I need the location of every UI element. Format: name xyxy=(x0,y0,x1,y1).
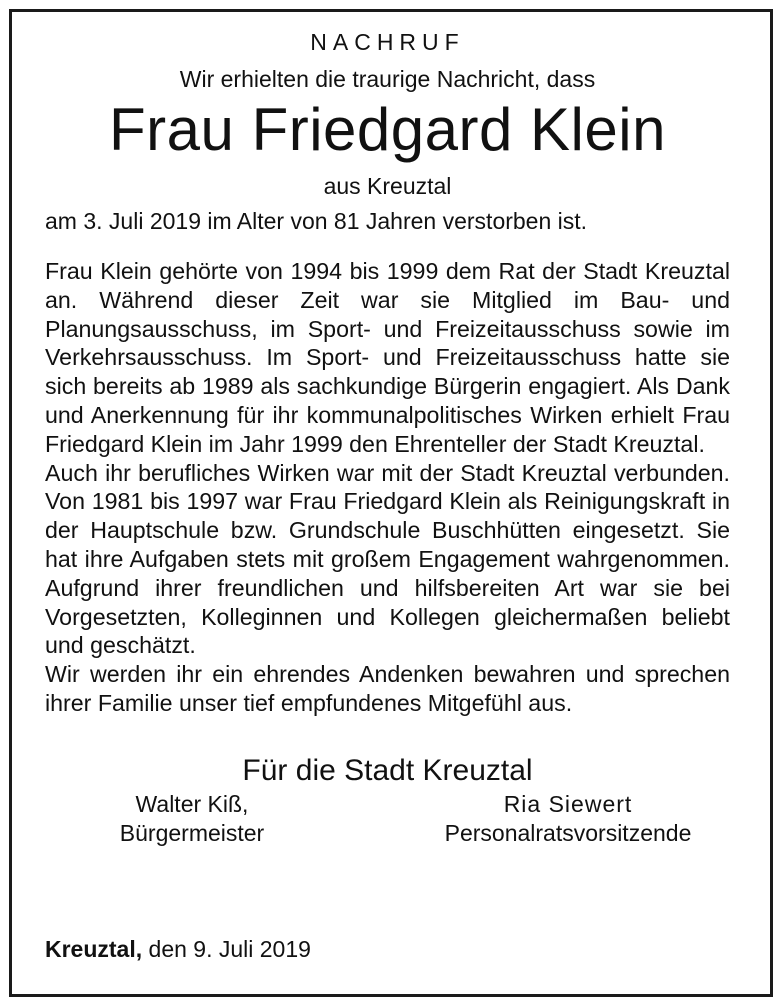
deceased-name: Frau Friedgard Klein xyxy=(109,96,666,163)
signer-mayor xyxy=(57,790,327,848)
dateline-date: den 9. Juli 2019 xyxy=(148,936,311,962)
signer-role: Bürgermeister xyxy=(119,819,265,846)
signers xyxy=(45,790,730,848)
dateline xyxy=(45,936,311,963)
signer-name: Walter Kiß, xyxy=(135,790,249,817)
signer-role: Personalratsvorsitzende xyxy=(444,819,692,846)
death-line: am 3. Juli 2019 im Alter von 81 Jahren verstorben ist. xyxy=(45,208,588,234)
paragraph-condolence: Wir werden ihr ein ehrendes Andenken bewahren und sprechen ihrer Familie unser tief empfundenes Mitgefühl aus. xyxy=(45,661,730,716)
origin-line: aus Kreuztal xyxy=(323,173,452,199)
paragraph-career-work: Auch ihr berufliches Wirken war mit der Stadt Kreuztal verbunden. Von 1981 bis 1997 war Frau Friedgard Klein als Reinigungskraft in der Hauptschule bzw. Grundschule Buschhütten eingesetzt. Sie hat ihre Aufgaben stets mit großem Engagement wahrgenommen. Aufgrund ihrer freundlichen und hilfsbereiten Art war sie bei Vorgesetzten, Kolleginnen und Kollegen gleichermaßen beliebt und geschätzt. xyxy=(45,459,730,659)
signoff: Für die Stadt Kreuztal xyxy=(242,753,533,787)
dateline-place: Kreuztal, xyxy=(45,936,143,962)
intro-line: Wir erhielten die traurige Nachricht, dass xyxy=(179,66,596,92)
paragraph-career-council: Frau Klein gehörte von 1994 bis 1999 dem Rat der Stadt Kreuztal an. Während dieser Zeit war sie Mitglied im Bau- und Planungsausschuss, im Sport- und Freizeitausschuss sowie im Verkehrsausschuss. Im Sport- und Freizeitausschuss hatte sie sich bereits ab 1989 als sachkundige Bürgerin engagiert. Als Dank und Anerkennung für ihr kommunalpolitisches Wirken erhielt Frau Friedgard Klein im Jahr 1999 den Ehrenteller der Stadt Kreuztal. xyxy=(45,258,730,457)
signer-name: Ria Siewert xyxy=(503,790,633,817)
notice-heading: NACHRUF xyxy=(310,29,465,55)
signer-council-chair xyxy=(408,790,728,848)
obituary-notice xyxy=(45,25,730,848)
